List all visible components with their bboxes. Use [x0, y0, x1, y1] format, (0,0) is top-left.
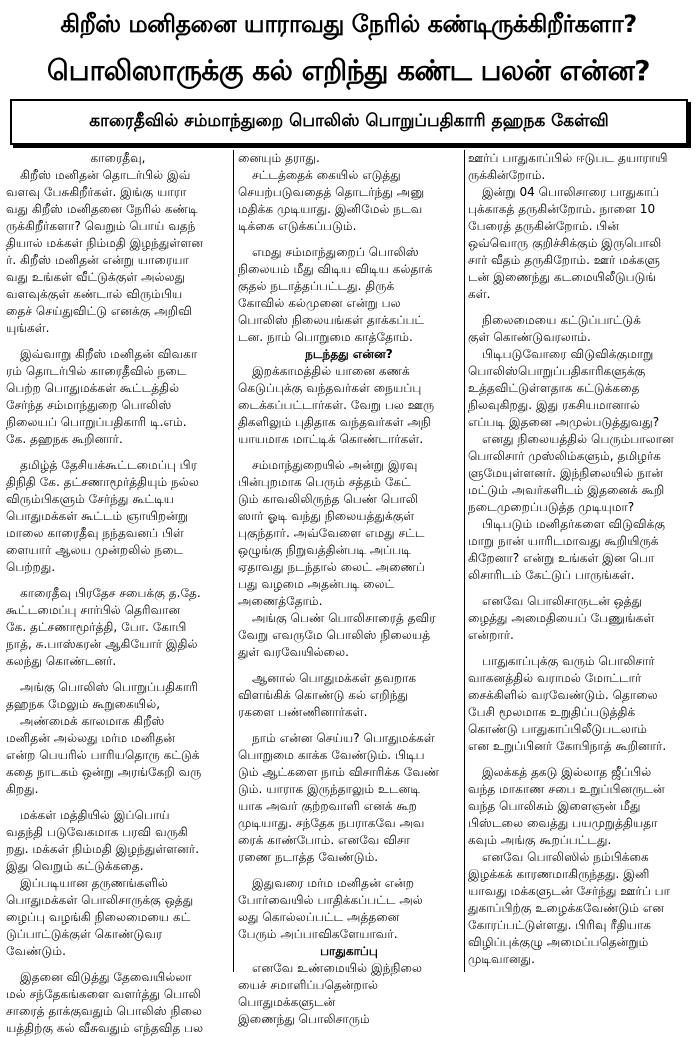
article-line: முடிவானது.: [468, 952, 536, 966]
article-line: முடியாது. சந்தேக நபராகவே அவ: [238, 816, 425, 830]
article-line: பாதுகாப்புக்கு வரும் பொலிசார்: [482, 654, 655, 668]
article-line: பிடிபடுவோரை விடுவிக்குமாறு: [482, 347, 654, 361]
paragraph-gap: [6, 337, 230, 346]
article-line: ரைக் காண்போம். எனவே விசா: [238, 833, 410, 847]
article-line: லிசாரிடம் கேட்டுப் பாருங்கள்.: [468, 568, 635, 582]
article-line: ழைத்து அமைதியைப் பேணுங்கள்: [468, 611, 655, 625]
article-line: கிறீஸ் மனிதன் தொடர்பில் இவ்: [20, 168, 191, 182]
article-line: இப்படியான தருணங்களில்: [20, 876, 168, 890]
article-line: வது கிறீஸ் மனிதனை நேரில் கண்டி: [6, 202, 198, 216]
article-column-3: [468, 150, 693, 972]
article-line: மனிதன் அல்லது மர்ம மனிதன்: [6, 731, 175, 745]
article-line: பின்புறமாக பெரும் சத்தம் கேட்: [238, 475, 411, 489]
article-line: பேரைத் தருகின்றோம். பின்: [468, 219, 620, 233]
article-line: பொதுமக்களுடன்: [238, 995, 336, 1009]
column-divider: [464, 150, 465, 972]
article-line: யாக அவர் குற்றவாளி எனக் கூற: [238, 799, 417, 813]
section-subheading: நடந்தது என்ன?: [305, 347, 393, 361]
column-divider: [233, 150, 234, 972]
article-line: சேர்ந்த சம்மாந்துறை பொலிஸ்: [6, 398, 172, 412]
article-line: எனவே பொலிசாருடன் ஒத்து: [482, 594, 643, 608]
article-line: இவ்வாறு கிறீஸ் மனிதன் விவகா: [20, 347, 198, 361]
paragraph-gap: [6, 960, 230, 969]
subheadline-box: காரைதீவில் சம்மாந்துறை பொலிஸ் பொறுப்பதிகாரி தஹநக கேள்வி: [10, 99, 688, 145]
article-line: காரைதீவு பிரதேச சபைக்கு த.தே.: [20, 586, 201, 600]
article-line: னையும் தராது.: [238, 151, 320, 165]
article-line: சைக்கிளில் வரவேண்டும். தொலை: [468, 688, 658, 702]
article-line: நிலையம் மீது விடிய விடிய கல்தாக்: [238, 262, 433, 276]
article-line: பொலிஸ்பொறுப்பதிகாரிகளுக்கு: [468, 364, 646, 378]
article-line: புக்காகத் தருகின்றோம். நாளை 10: [468, 202, 656, 216]
article-line: நிலையப் பொறுப்பதிகாரி டி.எம்.: [6, 415, 187, 429]
article-line: துகாப்பிற்கு உழைக்கவேண்டும் என: [468, 901, 665, 915]
paragraph-gap: [238, 866, 460, 875]
article-line: தஹநக மேலும் கூறுகையில்,: [6, 697, 161, 711]
article-line: தமிழ்த் தேசியக்கூட்டமைப்பு பிர: [20, 458, 197, 472]
article-line: டன் இணைந்து கடமையிலீடுபடுங்: [468, 270, 657, 284]
article-line: வாகனத்தில் வராமல் மோட்டார்: [468, 671, 642, 685]
article-line: பெற்ற பொதுமக்கள் கூட்டத்தில்: [6, 381, 180, 395]
article-line: சம்மாந்துறையில் அன்று இரவு: [252, 458, 418, 472]
article-line: ரம் தொடர்பில் காரைதீவில் நடை: [6, 364, 187, 378]
article-line: யத்திற்கு கல் வீசுவதும் எந்தவித பல: [6, 1021, 204, 1035]
article-line: இறக்காமத்தில் யானை கணக்: [252, 364, 410, 378]
article-line: அணைத்தோம்.: [238, 594, 323, 608]
article-line: எனது நிலையத்தில் பெரும்பாலான: [482, 432, 674, 446]
article-line: நடைமுறைப்படுத்த முடியுமா?: [468, 500, 635, 514]
article-line: இன்று 04 பொலிசாரை பாதுகாப்: [482, 185, 660, 199]
article-line: ரணை நடாத்த வேண்டும்.: [238, 850, 379, 864]
article-line: டன. நாம் பொறுமை காத்தோம்.: [238, 330, 413, 344]
article-line: கிறேனா? என்று உங்கள் இன பொ: [468, 551, 655, 565]
article-line: அங்கு பொலிஸ் பொறுப்பதிகாரி: [20, 680, 198, 694]
paragraph-gap: [6, 576, 230, 585]
article-line: பேரும் அப்பாவிகளேயாவர்.: [238, 927, 398, 941]
article-line: ஸார் ஓடி வந்து நிலையத்துக்குள்: [238, 509, 415, 523]
article-line: றது. மக்கள் நிம்மதி இழந்துள்ளனர்.: [6, 842, 200, 856]
article-line: செயற்படுவதைத் தொடர்ந்து அனு: [238, 185, 425, 199]
article-line: இது வெறும் கட்டுக்கதை.: [6, 859, 144, 873]
article-line: லது கொல்லப்பட்ட அத்தனை: [238, 910, 400, 924]
article-line: ளையார் ஆலய முன்றலில் நடை: [6, 543, 184, 557]
article-line: ர். கிறீஸ் மனிதன் என்று யாரையா: [6, 253, 189, 267]
article-line: யாவது மக்களுடன் சேர்ந்து ஊர்ப் பா: [468, 884, 670, 898]
article-line: மதிக்க முடியாது. இனிமேல் நடவ: [238, 202, 423, 216]
article-line: அங்கு பெண் பொலிசாரைத் தவிர: [252, 611, 436, 625]
article-column-2: [238, 150, 460, 1026]
article-line: மாறு நான் யாரிடமாவது கூறியிருக்: [468, 534, 659, 548]
article-line: கெடுப்புக்கு வந்தவர்கள் நையப்பு: [238, 381, 422, 395]
article-line: கவும் அங்கு கூறப்பட்டது.: [468, 833, 612, 847]
article-line: குள் கொண்டுவரலாம்.: [468, 330, 591, 344]
article-line: வதந்தி படுவேகமாக பரவி வருகி: [6, 825, 188, 839]
article-line: கொண்டு பாதுகாப்பிலீடுபடலாம்: [468, 722, 647, 736]
paragraph-gap: [238, 721, 460, 730]
article-line: நாம் என்ன செய்ய? பொதுமக்கள்: [252, 731, 435, 745]
headline-secondary: பொலிஸாருக்கு கல் எறிந்து கண்ட பலன் என்ன?: [46, 54, 651, 87]
article-line: இதனை விடுத்து தேவையில்லா: [20, 970, 192, 984]
article-line: கிறது.: [6, 782, 39, 796]
paragraph-gap: [468, 303, 693, 312]
article-line: பொலிசார் முஸ்லிம்களும், தமிழர்க: [468, 449, 662, 463]
article-line: வது உங்கள் வீட்டுக்குள் அல்லது: [6, 270, 186, 284]
article-line: துள் வரவேயில்லை.: [238, 645, 350, 659]
article-line: வந்த மாகாண சபை உறுப்பினருடன்: [468, 782, 665, 796]
article-line: டும் காவலிலிருந்த பெண் பொலி: [238, 492, 419, 506]
paragraph-gap: [238, 235, 460, 244]
article-line: யாயமாக மாட்டிக் கொண்டார்கள்.: [238, 432, 424, 446]
article-line: விரும்பிகளும் சேர்ந்து கூட்டிய: [6, 492, 175, 506]
article-line: எனவே உண்மையில் இந்நிலை: [252, 961, 423, 975]
article-line: பொலிஸ் நிலையங்கள் தாக்கப்பட்: [238, 313, 425, 327]
article-line: கூட்டமைப்பு சார்பில் தெரிவான: [6, 603, 181, 617]
article-line: வளவுக்குள் கண்டால் விரும்பிய: [6, 287, 183, 301]
article-line: சட்டத்தைக் கையில் எடுத்து: [252, 168, 401, 182]
article-line: விழிப்புக்குழு அமைப்பதென்றும்: [468, 935, 649, 949]
article-line: பிஸ்டலை வைத்து பயமுறுத்தியதா: [468, 816, 658, 830]
article-line: ரகளை பண்ணினார்கள்.: [238, 705, 368, 719]
article-line: யைச் சமாளிப்பதென்றால்: [238, 978, 379, 992]
article-line: வளவு பேசுகிறீர்கள். இங்கு யாரா: [6, 185, 187, 199]
article-line: டிக்கை எடுக்கப்படும்.: [238, 219, 357, 233]
article-line: வேண்டும்.: [6, 944, 66, 958]
article-line: டைக்கப்பட்டார்கள். வேறு பல ஊரு: [238, 398, 435, 412]
article-line: புகுந்தார். அவ்வேளை எமது சட்ட: [238, 526, 425, 540]
article-line: மக்கள் மத்தியில் இப்பொய்: [20, 808, 170, 822]
article-line: வேறு எவருமே பொலிஸ் நிலையத்: [238, 628, 431, 642]
article-line: காரைதீவு,: [90, 151, 146, 165]
article-line: திநிதி கே. தட்சணாமூர்த்தியும் நல்ல: [6, 475, 199, 489]
article-line: கள்.: [468, 287, 491, 301]
article-line: மல் சந்தேகங்களை வளர்த்து பொலி: [6, 987, 201, 1001]
article-line: இலக்கத் தகடு இல்லாத ஜீப்பில்: [482, 765, 652, 779]
article-line: கலந்து கொண்டனர்.: [6, 654, 117, 668]
article-line: நிலவுகிறது. இது ரகசியமானால்: [468, 398, 640, 412]
article-line: ஒழுங்கு நிறுவத்தின்படி அப்படி: [238, 543, 411, 557]
article-line: எனவே பொலிஸில் நம்பிக்கை: [482, 850, 649, 864]
paragraph-gap: [6, 448, 230, 457]
article-line: கோரப்பட்டுள்ளது. பிரிவு ரீதியாக: [468, 918, 652, 932]
article-line: டும் ஆட்களை நாம் விசாரிக்க வேண்: [238, 765, 440, 779]
article-line: மாலை காரைதீவு நந்தவனப் பிள்: [6, 526, 184, 540]
article-line: ருக்கிறீர்களா? வெறும் பொய் வதந்: [6, 219, 196, 233]
article-column-1: [6, 150, 230, 1035]
article-line: என உறுப்பினர் கோபிநாத் கூறினார்.: [468, 739, 667, 753]
article-line: யுங்கள்.: [6, 321, 50, 335]
paragraph-gap: [238, 448, 460, 457]
article-line: தைச் செய்துவிட்டு எனக்கு அறிவி: [6, 304, 192, 318]
section-subheading: பாதுகாப்பு: [320, 944, 378, 958]
paragraph-gap: [6, 798, 230, 807]
article-line: டுப்பாட்டுக்குள் கொண்டுவர: [6, 927, 163, 941]
article-line: என்ற பெயரில் பாரியதொரு கட்டுக்: [6, 748, 200, 762]
article-line: சார் வீதம் தருகிறோம். ஊர் மக்களு: [468, 253, 660, 267]
article-line: போர்வையில் பாதிக்கப்பட்ட அல்: [238, 893, 423, 907]
paragraph-gap: [468, 584, 693, 593]
article-line: பிடிபடும் மனிதர்களை விடுவிக்கு: [482, 517, 666, 531]
article-line: இணைந்து பொலிசாரும்: [238, 1012, 370, 1026]
article-line: விளங்கிக் கொண்டு கல் எறிந்து: [238, 688, 408, 702]
article-line: ழைப்பு வழங்கி நிலைமையை கட்: [6, 910, 191, 924]
article-line: நிலைமையை கட்டுப்பாட்டுக்: [482, 313, 641, 327]
article-line: மட்டும் அவர்களிடம் இதனைக் கூறி: [468, 483, 665, 497]
article-line: இதுவரை மர்ம மனிதன் என்ற: [252, 876, 415, 890]
article-line: நாத், சு.பாஸ்கரன் ஆகியோர் இதில்: [6, 637, 198, 651]
article-line: சாரைத் தாக்குவதும் பொலிஸ் நிலை: [6, 1004, 203, 1018]
article-line: கோவில் கல்முனை என்று பல: [238, 296, 401, 310]
article-line: எப்படி இதனை அமுல்படுத்துவது?: [468, 415, 660, 429]
article-line: பொதுமக்கள் பொலிசாருக்கு ஒத்து: [6, 893, 194, 907]
article-line: டும். யாராக இருந்தாலும் உடனடி: [238, 782, 420, 796]
article-line: கே. தஹநக கூறினார்.: [6, 432, 123, 446]
article-line: தியால் மக்கள் நிம்மதி இழந்துள்ளன: [6, 236, 203, 250]
article-line: கதை நாடகம் ஒன்று அரங்கேறி வரு: [6, 765, 202, 779]
article-line: ஊர்ப் பாதுகாப்பில் ஈடுபட தயாராயி: [468, 151, 668, 165]
paragraph-gap: [468, 755, 693, 764]
article-line: கே. தட்சணாமூர்த்தி, போ. கோபி: [6, 620, 187, 634]
article-line: இழக்கக் காரணமாகிருந்தது. இனி: [468, 867, 650, 881]
article-line: ருக்கின்றோம்.: [468, 168, 546, 182]
article-line: பொறுமை காக்க வேண்டும். பிடிப: [238, 748, 425, 762]
article-line: வந்த பொலிசும் இளைஞன் மீது: [468, 799, 641, 813]
article-line: பொதுமக்கள் கூட்டம் ஞாயிறன்று: [6, 509, 188, 523]
paragraph-gap: [238, 661, 460, 670]
paragraph-gap: [6, 670, 230, 679]
article-line: ளுமேயுள்ளனர். இந்நிலையில் நான்: [468, 466, 663, 480]
article-line: குதல் நடாத்தப்பட்டது. திருக்: [238, 279, 395, 293]
article-line: எமது சம்மாந்துறைப் பொலிஸ்: [252, 245, 419, 259]
article-line: பெற்றது.: [6, 560, 56, 574]
headline-primary: கிறீஸ் மனிதனை யாராவது நேரில் கண்டிருக்கிறீர்களா?: [60, 10, 637, 38]
article-line: உத்தவிட்டுள்ளதாக கட்டுக்கதை: [468, 381, 640, 395]
article-line: பேசி மூலமாக உறுதிப்படுத்திக்: [468, 705, 636, 719]
article-line: ஏதாவது நடந்தால் லைட் அணைப்: [238, 560, 425, 574]
article-line: ஒவ்வொரு குறிச்சிக்கும் இருபொலி: [468, 236, 662, 250]
article-line: அண்மைக் காலமாக கிறீஸ்: [20, 714, 165, 728]
paragraph-gap: [468, 644, 693, 653]
article-line: பது வழமை அதன்படி லைட்: [238, 577, 395, 591]
article-line: திகளிலும் புதிதாக வந்தவர்கள் அநி: [238, 415, 431, 429]
article-line: என்றார்.: [468, 628, 514, 642]
article-line: ஆனால் பொதுமக்கள் தவறாக: [252, 671, 417, 685]
